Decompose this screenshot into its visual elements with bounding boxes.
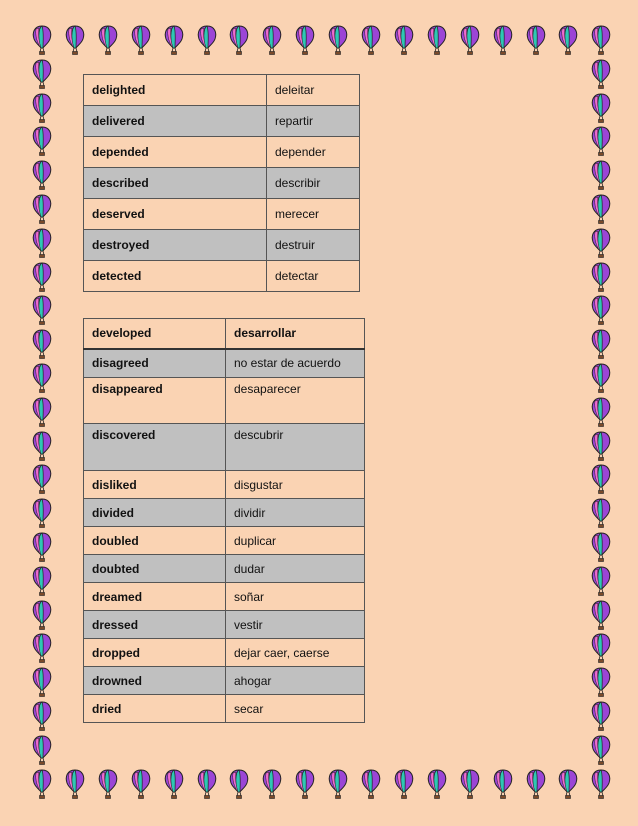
hot-air-balloon-icon <box>31 532 53 562</box>
spanish-translation: dudar <box>226 555 365 583</box>
spanish-translation: ahogar <box>226 667 365 695</box>
table-row <box>84 349 365 378</box>
table-row <box>84 499 365 527</box>
hot-air-balloon-icon <box>590 498 612 528</box>
hot-air-balloon-icon <box>196 25 218 55</box>
spanish-translation: describir <box>267 168 360 199</box>
hot-air-balloon-icon <box>130 25 152 55</box>
table-row <box>84 261 360 292</box>
hot-air-balloon-icon <box>426 25 448 55</box>
hot-air-balloon-icon <box>590 701 612 731</box>
hot-air-balloon-icon <box>492 769 514 799</box>
vocabulary-table-bottom <box>83 318 365 723</box>
hot-air-balloon-icon <box>31 262 53 292</box>
hot-air-balloon-icon <box>426 769 448 799</box>
hot-air-balloon-icon <box>590 228 612 258</box>
hot-air-balloon-icon <box>130 769 152 799</box>
hot-air-balloon-icon <box>590 126 612 156</box>
table-row <box>84 667 365 695</box>
spanish-translation: desaparecer <box>226 378 365 424</box>
hot-air-balloon-icon <box>327 25 349 55</box>
hot-air-balloon-icon <box>31 25 53 55</box>
spanish-translation: disgustar <box>226 471 365 499</box>
english-word: dried <box>84 695 226 723</box>
hot-air-balloon-icon <box>261 25 283 55</box>
hot-air-balloon-icon <box>228 769 250 799</box>
english-word: detected <box>84 261 267 292</box>
hot-air-balloon-icon <box>31 633 53 663</box>
hot-air-balloon-icon <box>590 600 612 630</box>
english-word: dressed <box>84 611 226 639</box>
hot-air-balloon-icon <box>31 126 53 156</box>
table-header-row <box>84 319 365 349</box>
hot-air-balloon-icon <box>590 566 612 596</box>
hot-air-balloon-icon <box>590 329 612 359</box>
english-word: divided <box>84 499 226 527</box>
english-word: deserved <box>84 199 267 230</box>
hot-air-balloon-icon <box>590 532 612 562</box>
english-word: destroyed <box>84 230 267 261</box>
hot-air-balloon-icon <box>31 295 53 325</box>
english-word: disagreed <box>84 349 226 378</box>
hot-air-balloon-icon <box>31 329 53 359</box>
hot-air-balloon-icon <box>590 735 612 765</box>
spanish-translation: duplicar <box>226 527 365 555</box>
english-word: delighted <box>84 75 267 106</box>
table-row <box>84 137 360 168</box>
hot-air-balloon-icon <box>525 25 547 55</box>
hot-air-balloon-icon <box>31 397 53 427</box>
hot-air-balloon-icon <box>590 769 612 799</box>
table-row <box>84 75 360 106</box>
english-word: dreamed <box>84 583 226 611</box>
hot-air-balloon-icon <box>393 769 415 799</box>
table-row <box>84 583 365 611</box>
spanish-translation: repartir <box>267 106 360 137</box>
hot-air-balloon-icon <box>525 769 547 799</box>
english-word: drowned <box>84 667 226 695</box>
hot-air-balloon-icon <box>360 25 382 55</box>
spanish-translation: vestir <box>226 611 365 639</box>
spanish-translation: detectar <box>267 261 360 292</box>
hot-air-balloon-icon <box>31 160 53 190</box>
hot-air-balloon-icon <box>360 769 382 799</box>
header-english: developed <box>84 319 226 349</box>
hot-air-balloon-icon <box>590 295 612 325</box>
hot-air-balloon-icon <box>163 769 185 799</box>
hot-air-balloon-icon <box>163 25 185 55</box>
table-row <box>84 471 365 499</box>
spanish-translation: destruir <box>267 230 360 261</box>
hot-air-balloon-icon <box>590 194 612 224</box>
english-word: delivered <box>84 106 267 137</box>
english-word: discovered <box>84 424 226 471</box>
spanish-translation: soñar <box>226 583 365 611</box>
hot-air-balloon-icon <box>228 25 250 55</box>
hot-air-balloon-icon <box>590 431 612 461</box>
spanish-translation: deleitar <box>267 75 360 106</box>
english-word: disappeared <box>84 378 226 424</box>
hot-air-balloon-icon <box>196 769 218 799</box>
spanish-translation: merecer <box>267 199 360 230</box>
hot-air-balloon-icon <box>31 93 53 123</box>
hot-air-balloon-icon <box>31 600 53 630</box>
table-row <box>84 106 360 137</box>
hot-air-balloon-icon <box>31 498 53 528</box>
hot-air-balloon-icon <box>294 769 316 799</box>
hot-air-balloon-icon <box>590 59 612 89</box>
english-word: described <box>84 168 267 199</box>
hot-air-balloon-icon <box>590 633 612 663</box>
english-word: dropped <box>84 639 226 667</box>
hot-air-balloon-icon <box>557 769 579 799</box>
hot-air-balloon-icon <box>31 701 53 731</box>
hot-air-balloon-icon <box>261 769 283 799</box>
hot-air-balloon-icon <box>590 160 612 190</box>
table-row <box>84 378 365 424</box>
table-row <box>84 611 365 639</box>
spanish-translation: depender <box>267 137 360 168</box>
header-spanish: desarrollar <box>226 319 365 349</box>
hot-air-balloon-icon <box>590 262 612 292</box>
hot-air-balloon-icon <box>31 566 53 596</box>
hot-air-balloon-icon <box>590 667 612 697</box>
hot-air-balloon-icon <box>327 769 349 799</box>
hot-air-balloon-icon <box>97 769 119 799</box>
table-row <box>84 199 360 230</box>
vocabulary-table-top <box>83 74 360 292</box>
table-row <box>84 695 365 723</box>
table-row <box>84 527 365 555</box>
english-word: disliked <box>84 471 226 499</box>
hot-air-balloon-icon <box>590 397 612 427</box>
table-row <box>84 639 365 667</box>
hot-air-balloon-icon <box>31 769 53 799</box>
hot-air-balloon-icon <box>64 25 86 55</box>
spanish-translation: descubrir <box>226 424 365 471</box>
hot-air-balloon-icon <box>294 25 316 55</box>
english-word: depended <box>84 137 267 168</box>
hot-air-balloon-icon <box>31 464 53 494</box>
hot-air-balloon-icon <box>492 25 514 55</box>
hot-air-balloon-icon <box>64 769 86 799</box>
table-row <box>84 555 365 583</box>
hot-air-balloon-icon <box>459 25 481 55</box>
hot-air-balloon-icon <box>393 25 415 55</box>
hot-air-balloon-icon <box>31 59 53 89</box>
hot-air-balloon-icon <box>31 363 53 393</box>
spanish-translation: dejar caer, caerse <box>226 639 365 667</box>
spanish-translation: no estar de acuerdo <box>226 349 365 378</box>
spanish-translation: secar <box>226 695 365 723</box>
hot-air-balloon-icon <box>97 25 119 55</box>
table-row <box>84 230 360 261</box>
spanish-translation: dividir <box>226 499 365 527</box>
hot-air-balloon-icon <box>31 431 53 461</box>
hot-air-balloon-icon <box>31 228 53 258</box>
hot-air-balloon-icon <box>590 464 612 494</box>
hot-air-balloon-icon <box>590 93 612 123</box>
hot-air-balloon-icon <box>31 194 53 224</box>
hot-air-balloon-icon <box>590 363 612 393</box>
hot-air-balloon-icon <box>31 667 53 697</box>
hot-air-balloon-icon <box>590 25 612 55</box>
table-row <box>84 168 360 199</box>
english-word: doubted <box>84 555 226 583</box>
hot-air-balloon-icon <box>31 735 53 765</box>
table-row <box>84 424 365 471</box>
hot-air-balloon-icon <box>459 769 481 799</box>
hot-air-balloon-icon <box>557 25 579 55</box>
english-word: doubled <box>84 527 226 555</box>
